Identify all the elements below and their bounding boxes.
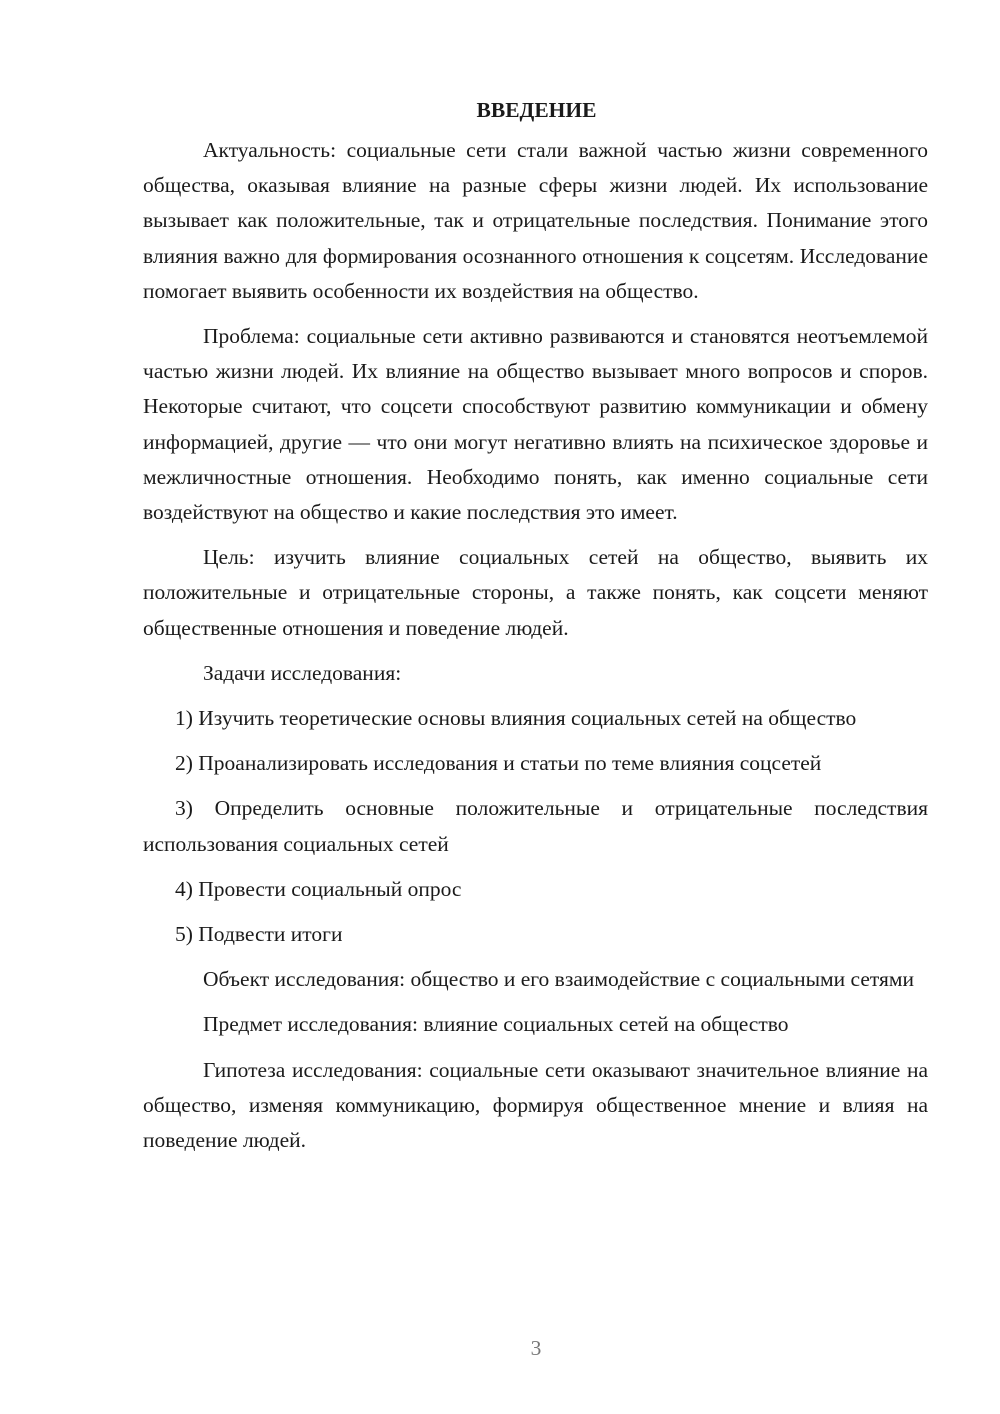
paragraph-object: Объект исследования: общество и его взаимодействие с социальными сетями <box>203 967 914 992</box>
task-item-4: 4) Провести социальный опрос <box>175 876 462 901</box>
paragraph-relevance: Актуальность: социальные сети стали важной частью жизни современного общества, оказывая влияние на разные сферы жизни людей. Их использование вызывает как положительные, так и отрицательные последствия. Понимание этого влияния важно для формирования осознанного отношения к соцсетям. Исследование помогает выявить особенности их воздействия на общество. <box>143 138 928 303</box>
page-number: 3 <box>530 1336 542 1360</box>
task-item-2: 2) Проанализировать исследования и статьи по теме влияния соцсетей <box>175 751 822 776</box>
page-title: ВВЕДЕНИЕ <box>476 98 597 122</box>
paragraph-hypothesis: Гипотеза исследования: социальные сети оказывают значительное влияние на общество, изменяя коммуникацию, формируя общественное мнение и влияя на поведение людей. <box>143 1057 928 1153</box>
task-item-1: 1) Изучить теоретические основы влияния социальных сетей на общество <box>175 706 857 731</box>
task-item-5: 5) Подвести итоги <box>175 922 343 947</box>
paragraph-subject: Предмет исследования: влияние социальных сетей на общество <box>203 1012 789 1037</box>
tasks-heading: Задачи исследования: <box>203 660 402 685</box>
task-item-3: 3) Определить основные положительные и отрицательные последствия использования социальных сетей <box>143 796 928 856</box>
document-page <box>143 92 928 1168</box>
paragraph-problem: Проблема: социальные сети активно развиваются и становятся неотъемлемой частью жизни людей. Их влияние на общество вызывает много вопросов и споров. Некоторые считают, что соцсети способствуют развитию коммуникации и обмену информацией, другие — что они могут негативно влиять на психическое здоровье и межличностные отношения. Необходимо понять, как именно социальные сети воздействуют на общество и какие последствия это имеет. <box>143 324 928 525</box>
paragraph-goal: Цель: изучить влияние социальных сетей на общество, выявить их положительные и отрицательные стороны, а также понять, как соцсети меняют общественные отношения и поведение людей. <box>143 545 928 640</box>
